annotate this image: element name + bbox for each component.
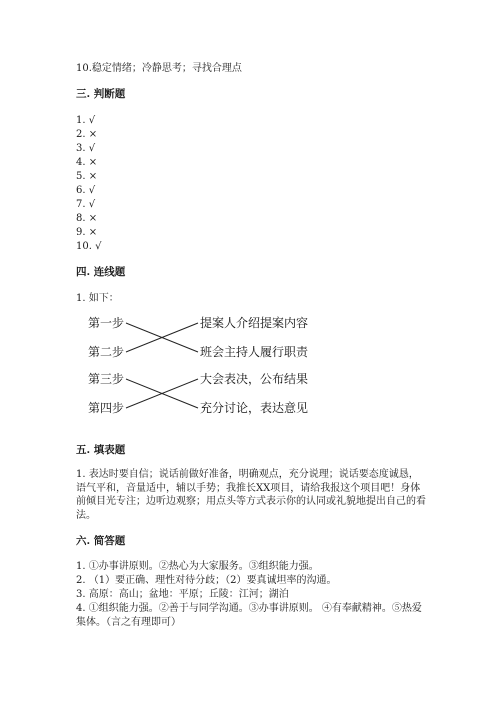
short-answer-item: 1. ①办事讲原则。②热心为大家服务。③组织能力强。 [76,561,319,572]
answer-item-10: 10.稳定情绪；冷静思考；寻找合理点 [76,63,242,74]
judgment-item: 5. × [76,171,98,182]
short-answer-item: 2. （1）要正确、理性对待分歧；（2）要真诚坦率的沟通。 [76,575,337,586]
judgment-item: 7. √ [76,199,96,210]
section-title-judgment: 三. 判断题 [76,88,126,100]
short-answer-item: 4. ①组织能力强。②善于与同学沟通。③办事讲原则。 ④有奉献精神。⑤热爱集体。（言之有理即可） [76,603,422,628]
target-label: 提案人介绍提案内容 [200,316,309,330]
step-label: 第四步 [88,401,125,415]
step-label: 第二步 [88,345,125,359]
target-label: 充分讨论，表达意见 [200,401,309,415]
target-label: 大会表决，公布结果 [200,372,309,386]
judgment-item: 4. × [76,157,98,168]
judgment-item: 9. × [76,227,98,238]
judgment-item: 8. × [76,213,98,224]
step-label: 第一步 [88,316,125,330]
matching-intro: 1. 如下： [76,293,119,304]
fill-table-answer: 1. 表达时要自信；说话前做好准备，明确观点，充分说理；说话要态度诚恳，语气平和，音量适中，辅以手势；我推长XX项目，请给我报这个项目吧！身体前倾目光专注；边听边观察；用点头等方式表示你的认同或礼貌地提出自己的看法。 [76,469,426,521]
judgment-item: 6. √ [76,185,96,196]
judgment-item: 10. √ [76,241,102,252]
section-title-matching: 四. 连线题 [76,266,126,278]
section-title-fill-table: 五. 填表题 [76,444,126,456]
judgment-item: 1. √ [76,115,96,126]
step-label: 第三步 [88,372,125,386]
target-label: 班会主持人履行职责 [200,345,309,359]
short-answer-item: 3. 高原：高山；盆地：平原；丘陵：江河；湖泊 [76,589,289,600]
section-title-short-answer: 六. 简答题 [76,535,126,547]
judgment-item: 3. √ [76,143,96,154]
judgment-item: 2. × [76,129,98,140]
matching-diagram [76,310,336,420]
